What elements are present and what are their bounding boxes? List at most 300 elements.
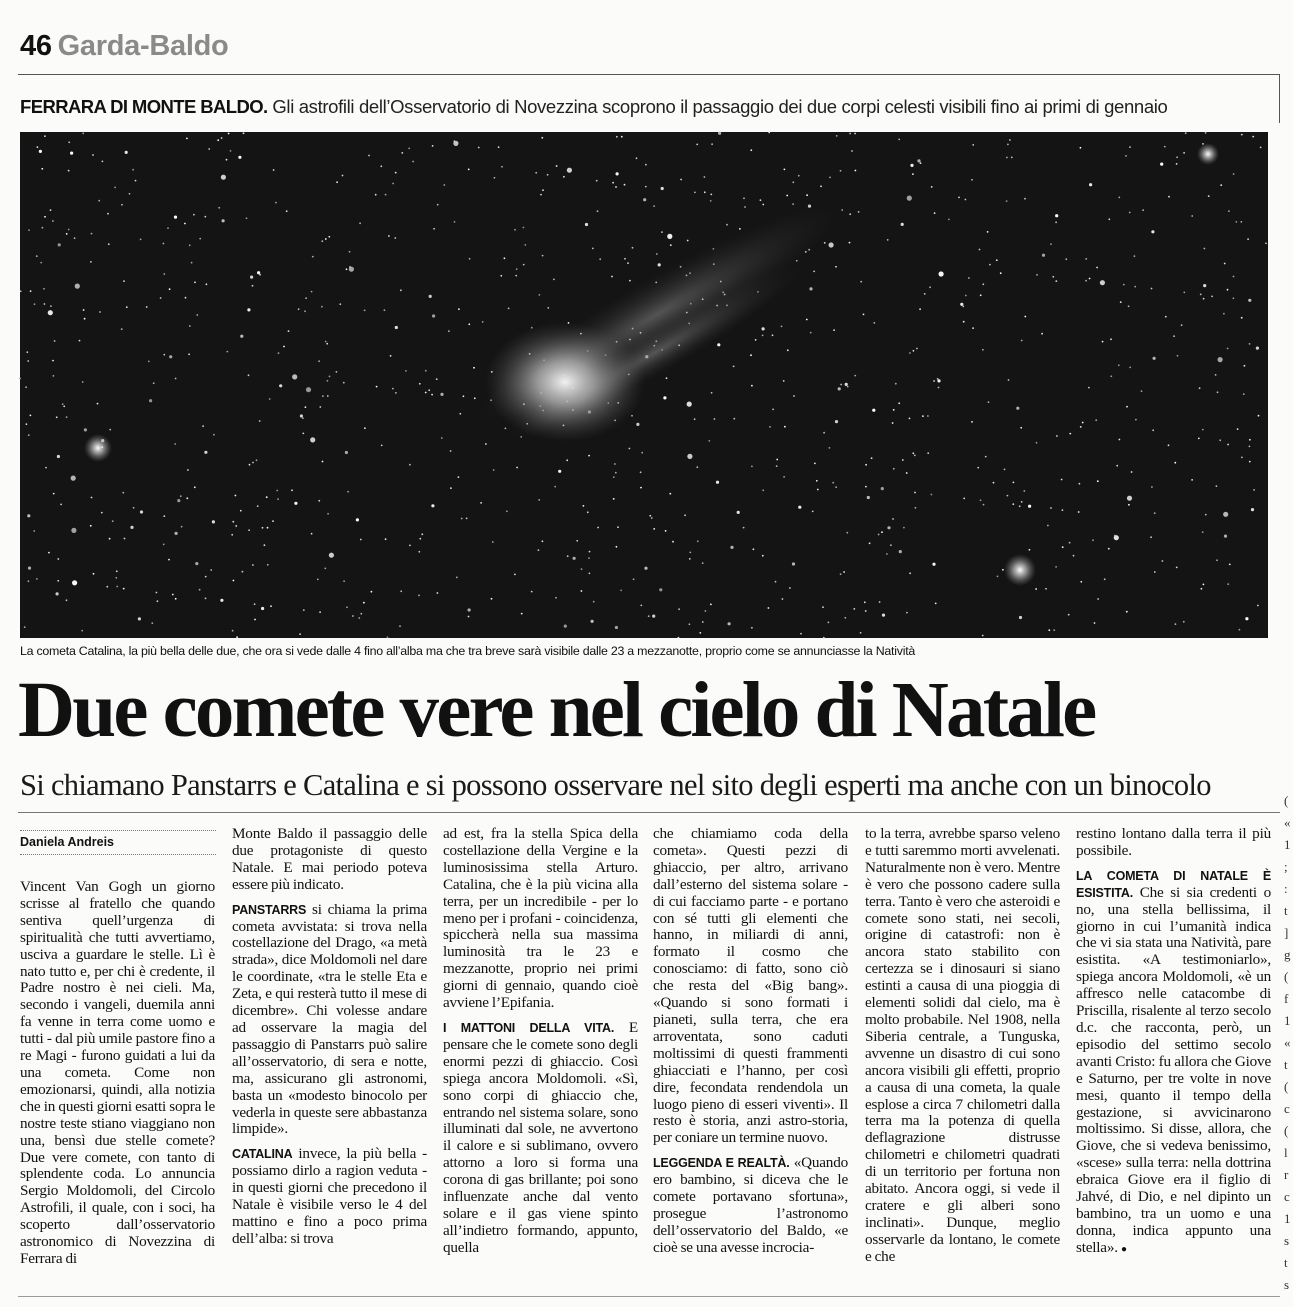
star bbox=[232, 630, 234, 632]
star bbox=[917, 159, 920, 162]
star bbox=[1092, 539, 1094, 541]
star bbox=[847, 386, 849, 388]
star bbox=[835, 486, 837, 488]
star bbox=[392, 388, 394, 390]
star bbox=[349, 266, 351, 268]
star bbox=[696, 144, 698, 146]
bright-star bbox=[1004, 554, 1036, 586]
star bbox=[980, 499, 982, 501]
star bbox=[294, 502, 297, 505]
star bbox=[924, 293, 926, 295]
star bbox=[644, 567, 647, 570]
star bbox=[789, 587, 791, 589]
star bbox=[1247, 238, 1249, 240]
star bbox=[864, 601, 866, 603]
star bbox=[963, 321, 965, 323]
star bbox=[68, 141, 70, 143]
star bbox=[1168, 196, 1170, 198]
star bbox=[482, 321, 484, 323]
star bbox=[399, 625, 401, 627]
star bbox=[762, 489, 764, 491]
star bbox=[645, 186, 647, 188]
star bbox=[793, 395, 795, 397]
star bbox=[327, 513, 329, 515]
star bbox=[1007, 495, 1009, 497]
star bbox=[554, 486, 556, 488]
star bbox=[977, 467, 979, 469]
star bbox=[1174, 462, 1176, 464]
star bbox=[823, 637, 825, 639]
star bbox=[318, 360, 320, 362]
star bbox=[138, 617, 141, 620]
star bbox=[1108, 548, 1110, 550]
star bbox=[1009, 139, 1011, 141]
star bbox=[1088, 387, 1090, 389]
star bbox=[250, 276, 253, 279]
star bbox=[694, 192, 696, 194]
star bbox=[222, 219, 225, 222]
star bbox=[218, 207, 220, 209]
star bbox=[279, 384, 282, 387]
star bbox=[523, 264, 525, 266]
star bbox=[786, 195, 788, 197]
star bbox=[194, 486, 196, 488]
star bbox=[292, 374, 297, 379]
star bbox=[902, 459, 904, 461]
star bbox=[1224, 535, 1227, 538]
star bbox=[276, 490, 278, 492]
star bbox=[36, 255, 38, 257]
star bbox=[306, 387, 311, 392]
star bbox=[882, 614, 885, 617]
star bbox=[1183, 292, 1185, 294]
star bbox=[1249, 343, 1251, 345]
star bbox=[829, 177, 831, 179]
star bbox=[616, 172, 619, 175]
star bbox=[1241, 457, 1243, 459]
star bbox=[914, 455, 916, 457]
star bbox=[1208, 195, 1210, 197]
star bbox=[1216, 485, 1218, 487]
star bbox=[588, 455, 590, 457]
star bbox=[851, 150, 853, 152]
star bbox=[514, 229, 516, 231]
page-number: 46 bbox=[20, 30, 52, 62]
star bbox=[1201, 588, 1203, 590]
star bbox=[1048, 629, 1050, 631]
star bbox=[739, 228, 741, 230]
star bbox=[1227, 583, 1229, 585]
star bbox=[542, 189, 544, 191]
paragraph: Monte Baldo il passaggio delle due protagoniste di questo Natale. E mai periodo poteva essere più indicato. bbox=[232, 825, 427, 893]
star bbox=[865, 464, 867, 466]
star bbox=[934, 212, 936, 214]
star bbox=[1129, 367, 1131, 369]
star bbox=[448, 330, 450, 332]
star bbox=[286, 210, 288, 212]
star bbox=[148, 361, 150, 363]
star bbox=[191, 262, 193, 264]
star bbox=[1233, 173, 1235, 175]
star bbox=[854, 375, 856, 377]
star bbox=[971, 179, 973, 181]
star bbox=[648, 615, 650, 617]
star bbox=[730, 546, 733, 549]
star bbox=[52, 220, 54, 222]
star bbox=[336, 181, 338, 183]
star bbox=[298, 308, 300, 310]
star bbox=[1123, 284, 1125, 286]
star bbox=[254, 603, 256, 605]
star bbox=[892, 518, 894, 520]
star bbox=[153, 382, 155, 384]
star bbox=[508, 308, 510, 310]
star bbox=[1047, 525, 1049, 527]
star bbox=[1097, 480, 1099, 482]
subhead-mattoni: I MATTONI DELLA VITA. bbox=[443, 1020, 615, 1035]
star bbox=[394, 237, 396, 239]
star bbox=[1223, 512, 1228, 517]
star bbox=[632, 247, 634, 249]
star bbox=[611, 276, 613, 278]
star bbox=[702, 621, 704, 623]
star bbox=[74, 237, 76, 239]
kicker-place: FERRARA DI MONTE BALDO. bbox=[20, 96, 268, 117]
star bbox=[261, 607, 264, 610]
star bbox=[726, 224, 728, 226]
star bbox=[140, 510, 143, 513]
star bbox=[408, 148, 410, 150]
star bbox=[425, 370, 427, 372]
star bbox=[653, 528, 655, 530]
star bbox=[542, 255, 544, 257]
star bbox=[854, 133, 856, 135]
star bbox=[319, 406, 321, 408]
star bbox=[194, 281, 196, 283]
star bbox=[325, 238, 327, 240]
star bbox=[895, 383, 897, 385]
star bbox=[704, 176, 706, 178]
star bbox=[538, 499, 540, 501]
star bbox=[56, 416, 58, 418]
star bbox=[322, 461, 324, 463]
star bbox=[1243, 393, 1245, 395]
star bbox=[547, 174, 549, 176]
star bbox=[1198, 438, 1200, 440]
star bbox=[933, 380, 935, 382]
star bbox=[869, 542, 871, 544]
end-mark: ● bbox=[1120, 1243, 1127, 1255]
star bbox=[501, 166, 503, 168]
star bbox=[121, 204, 123, 206]
star bbox=[886, 553, 888, 555]
star bbox=[1249, 446, 1251, 448]
star bbox=[172, 594, 174, 596]
star bbox=[364, 427, 366, 429]
star bbox=[360, 539, 362, 541]
star bbox=[84, 318, 86, 320]
star bbox=[1151, 288, 1153, 290]
star bbox=[784, 426, 786, 428]
star bbox=[776, 465, 778, 467]
star bbox=[93, 573, 95, 575]
star bbox=[982, 283, 984, 285]
star bbox=[643, 198, 646, 201]
star bbox=[270, 605, 272, 607]
star bbox=[303, 609, 305, 611]
star bbox=[478, 147, 480, 149]
star bbox=[743, 527, 745, 529]
star bbox=[903, 527, 905, 529]
star bbox=[1203, 298, 1205, 300]
star bbox=[1256, 347, 1259, 350]
star bbox=[44, 216, 46, 218]
star bbox=[30, 415, 32, 417]
star bbox=[573, 557, 576, 560]
star bbox=[375, 194, 377, 196]
star bbox=[824, 242, 826, 244]
star bbox=[1079, 483, 1081, 485]
paragraph: LEGGENDA E REALTÀ. «Quando ero bambino, si diceva che le comete portavano sfortuna», prosegue l’astronomo dell’osservatorio del Baldo, «e cioè se una avesse incrocia- bbox=[653, 1154, 848, 1256]
star bbox=[458, 476, 460, 478]
star bbox=[1134, 286, 1136, 288]
star bbox=[907, 196, 912, 201]
star bbox=[890, 544, 892, 546]
star bbox=[581, 590, 583, 592]
star bbox=[352, 615, 354, 617]
star bbox=[813, 271, 815, 273]
star bbox=[116, 570, 118, 572]
star bbox=[817, 489, 819, 491]
star bbox=[400, 590, 402, 592]
star bbox=[384, 309, 386, 311]
star bbox=[822, 606, 824, 608]
star bbox=[860, 281, 862, 283]
star bbox=[450, 487, 452, 489]
star bbox=[710, 194, 712, 196]
star bbox=[1085, 258, 1087, 260]
star bbox=[563, 176, 565, 178]
star bbox=[832, 482, 834, 484]
star bbox=[504, 257, 506, 259]
star bbox=[400, 289, 402, 291]
star bbox=[1227, 444, 1229, 446]
star bbox=[1069, 433, 1071, 435]
star bbox=[743, 197, 745, 199]
star bbox=[429, 295, 432, 298]
star bbox=[1024, 316, 1026, 318]
star bbox=[441, 437, 443, 439]
star bbox=[468, 616, 470, 618]
star bbox=[163, 273, 165, 275]
star bbox=[1203, 584, 1205, 586]
star bbox=[835, 266, 837, 268]
star bbox=[932, 563, 935, 566]
star bbox=[587, 511, 589, 513]
star bbox=[1202, 531, 1204, 533]
star bbox=[267, 564, 269, 566]
bottom-rule bbox=[18, 1296, 1280, 1297]
star bbox=[252, 285, 254, 287]
star bbox=[996, 259, 998, 261]
star bbox=[1219, 439, 1221, 441]
star bbox=[787, 349, 789, 351]
star bbox=[843, 571, 845, 573]
star bbox=[564, 625, 567, 628]
paragraph: CATALINA invece, la più bella - possiamo dirlo a ragion veduta - in questi giorni che precedono il Natale è visibile verso le 4 del mattino e fino a poco prima dell’alba: si trova bbox=[232, 1145, 427, 1247]
star bbox=[1251, 508, 1254, 511]
star bbox=[82, 381, 84, 383]
star bbox=[728, 622, 731, 625]
star bbox=[278, 352, 280, 354]
star bbox=[985, 456, 987, 458]
star bbox=[678, 637, 680, 639]
star bbox=[1024, 198, 1026, 200]
paragraph: Vincent Van Gogh un giorno scrisse al fratello che quando sentiva quell’urgenza di spiritualità che tutti avvertiamo, usciva a guardare le stelle. Lì è nato tutto e, per chi è credente, il Padre nostro è nei cieli. Ma, secondo i vangeli, duemila anni fa venne in terra come uomo e tutti - dal più umile pastore fino a re Magi - furono guidati a lui da una cometa. Come non emozionarsi, quindi, alla notizia che in questi giorni esatti sopra le nostre teste stiano viaggiano non una, bensì due stelle comete? Due vere comete, con tanto di splendente coda. Lo annuncia Sergio Moldomoli, del Circolo Astrofili, il quale, con i soci, ha scoperto dall’osservatorio astronomico di Novezzina di Ferrara di bbox=[20, 878, 215, 1267]
star bbox=[169, 288, 171, 290]
star bbox=[62, 403, 64, 405]
star bbox=[1055, 280, 1057, 282]
star bbox=[1235, 221, 1237, 223]
star bbox=[432, 314, 435, 317]
star bbox=[640, 605, 642, 607]
star bbox=[123, 588, 125, 590]
star bbox=[576, 540, 578, 542]
star bbox=[652, 615, 655, 618]
star bbox=[1154, 512, 1156, 514]
star bbox=[711, 392, 713, 394]
star bbox=[806, 194, 808, 196]
star bbox=[34, 303, 36, 305]
star bbox=[52, 360, 54, 362]
star bbox=[75, 284, 80, 289]
star bbox=[186, 138, 188, 140]
star bbox=[737, 511, 740, 514]
star bbox=[342, 175, 344, 177]
star bbox=[710, 604, 712, 606]
star bbox=[247, 308, 250, 311]
star bbox=[42, 227, 44, 229]
star bbox=[716, 481, 719, 484]
star bbox=[1135, 419, 1137, 421]
top-rule bbox=[18, 74, 1280, 75]
star bbox=[58, 243, 61, 246]
page-header bbox=[20, 30, 228, 63]
star bbox=[524, 244, 526, 246]
star bbox=[82, 133, 84, 135]
article-column-1 bbox=[20, 879, 215, 1268]
star bbox=[54, 340, 56, 342]
star bbox=[948, 219, 950, 221]
star bbox=[450, 450, 452, 452]
star bbox=[1089, 183, 1092, 186]
star bbox=[1080, 147, 1082, 149]
paragraph: to la terra, avrebbe sparso veleno e tutti saremmo morti avvelenati. Naturalmente non è vero. Mentre è vero che possono cadere sulla terra. Tanto è vero che asteroidi e comete sono stati, nei secoli, origine di catastrofi: non è ancora stato stabilito con certezza se i dinosauri si siano estinti a causa di una pioggia di elementi solidi dal cielo, ma è molto probabile. Nel 1908, nella Siberia centrale, a Tunguska, avvenne un disastro di cui sono ancora visibili gli effetti, proprio a causa di una cometa, la quale esplose a circa 7 chilometri dalla terra ma la potenza di quella deflagrazione distrusse chilometri e chilometri quadrati di un territorio per fortuna non abitato. Ancora oggi, si vede il cratere e gli alberi sono inclinati». Dunque, meglio osservarle da lontano, le comete e che bbox=[865, 825, 1060, 1265]
star bbox=[651, 517, 653, 519]
star bbox=[1012, 503, 1014, 505]
star bbox=[57, 455, 60, 458]
star bbox=[620, 590, 622, 592]
star bbox=[860, 632, 862, 634]
article-column-5 bbox=[865, 826, 1060, 1266]
paragraph: che chiamiamo coda della cometa». Questi pezzi di ghiaccio, per altro, arrivano dall’esterno del sistema solare - di cui facciamo parte - e portano con sé tutti gli elementi che hanno, in miliardi di anni, formato il cosmo che conosciamo: di fatto, sono ciò che resta del «Big bang». «Quando si sono formati i pianeti, sulla terra, che era arroventata, sono caduti moltissimi di questi frammenti ghiacciati e l’hanno, per così dire, fecondata rendendola un luogo pieno di esseri viventi». Il resto è storia, anzi astro-storia, per coniare un termine nuovo. bbox=[653, 825, 848, 1147]
star bbox=[812, 511, 814, 513]
star bbox=[1062, 546, 1064, 548]
headline: Due comete vere nel cielo di Natale bbox=[18, 667, 1095, 754]
star bbox=[305, 406, 307, 408]
star bbox=[1120, 301, 1122, 303]
star bbox=[1240, 221, 1242, 223]
star bbox=[174, 443, 176, 445]
star bbox=[988, 401, 990, 403]
star bbox=[266, 496, 268, 498]
star bbox=[1114, 535, 1119, 540]
star bbox=[733, 366, 735, 368]
star bbox=[762, 327, 765, 330]
star bbox=[855, 170, 857, 172]
star bbox=[189, 325, 191, 327]
star bbox=[670, 244, 672, 246]
star bbox=[1016, 407, 1019, 410]
star bbox=[246, 217, 248, 219]
star bbox=[1006, 200, 1008, 202]
star bbox=[57, 558, 59, 560]
star bbox=[663, 396, 666, 399]
star bbox=[385, 538, 387, 540]
star bbox=[364, 310, 366, 312]
star bbox=[273, 169, 275, 171]
star bbox=[463, 395, 465, 397]
star bbox=[1165, 316, 1167, 318]
star bbox=[156, 592, 158, 594]
star bbox=[208, 148, 210, 150]
star bbox=[1176, 156, 1178, 158]
star bbox=[1021, 340, 1023, 342]
star bbox=[121, 328, 123, 330]
star bbox=[1053, 629, 1055, 631]
star bbox=[567, 555, 569, 557]
star bbox=[500, 275, 502, 277]
article-column-6 bbox=[1076, 826, 1271, 1259]
paragraph: restino lontano dalla terra il più possibile. bbox=[1076, 825, 1271, 859]
star bbox=[699, 632, 701, 634]
star bbox=[776, 459, 778, 461]
star bbox=[849, 242, 851, 244]
star bbox=[1128, 305, 1130, 307]
star bbox=[376, 386, 378, 388]
star bbox=[492, 541, 494, 543]
star bbox=[838, 387, 841, 390]
star bbox=[1082, 422, 1084, 424]
star bbox=[929, 286, 931, 288]
star bbox=[912, 452, 914, 454]
star bbox=[836, 135, 838, 137]
star bbox=[443, 184, 445, 186]
star bbox=[781, 326, 783, 328]
star bbox=[453, 141, 458, 146]
star bbox=[257, 271, 260, 274]
star bbox=[210, 569, 212, 571]
star bbox=[1055, 566, 1057, 568]
star bbox=[231, 534, 233, 536]
star bbox=[1052, 276, 1054, 278]
star bbox=[640, 471, 642, 473]
star bbox=[238, 156, 241, 159]
star bbox=[79, 340, 81, 342]
paragraph: PANSTARRS si chiama la prima cometa avvistata: si trova nella costellazione del Drago, «a metà strada», dice Moldomoli nel dare le coordinate, «tra le stelle Eta e Zeta, e qui resterà tutto il mese di dicembre». Chi volesse andare ad osservare la magia del passaggio di Panstarrs può salire all’osservatorio, di sera e notte, ma, assicurano gli astronomi, basta un «modesto binocolo per vederla in queste sere abbastanza limpide». bbox=[232, 900, 427, 1138]
star bbox=[1175, 623, 1177, 625]
star bbox=[515, 275, 517, 277]
